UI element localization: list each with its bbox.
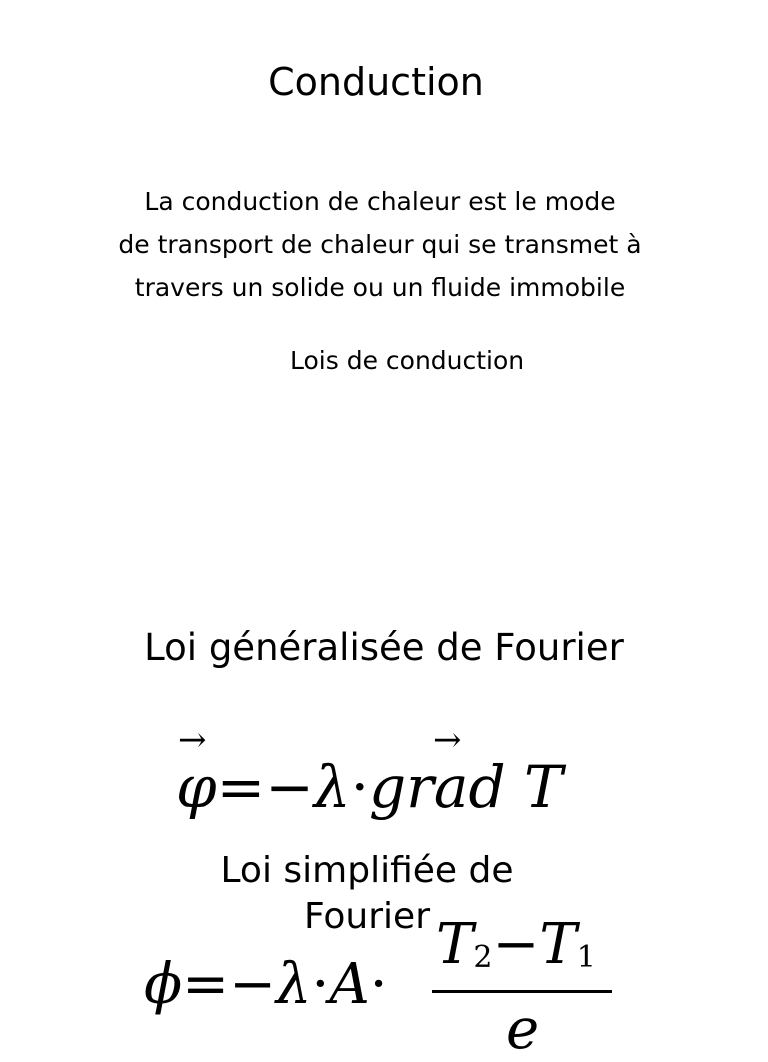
general-law-heading: Loi généralisée de Fourier xyxy=(144,626,624,669)
vector-arrow-icon: → xyxy=(178,720,207,760)
subscript-1: 1 xyxy=(576,940,596,975)
intro-line: de transport de chaleur qui se transmet à xyxy=(118,230,642,259)
intro-line: La conduction de chaleur est le mode xyxy=(144,187,616,216)
temperature-1-symbol: T xyxy=(539,912,577,977)
fraction-numerator xyxy=(436,912,596,991)
vector-arrow-icon: → xyxy=(433,720,462,760)
temperature-2-symbol: T xyxy=(436,912,474,977)
simplified-heading-line: Loi simplifiée de xyxy=(220,850,514,891)
area-symbol: A xyxy=(329,952,370,1017)
minus-sign: − xyxy=(492,912,540,977)
lambda-symbol: λ xyxy=(276,952,312,1017)
general-law-equation xyxy=(176,752,563,822)
lambda-symbol: λ xyxy=(313,753,351,821)
subscript-2: 2 xyxy=(473,940,493,975)
minus-sign: − xyxy=(265,753,314,821)
section-subtitle: Lois de conduction xyxy=(290,346,525,375)
flux-density-symbol: φ xyxy=(176,753,217,821)
simplified-law-heading xyxy=(0,848,734,940)
dot-operator: · xyxy=(350,753,370,821)
gradient-term: grad T xyxy=(369,753,563,821)
equals-sign: = xyxy=(216,753,266,821)
fraction-bar xyxy=(432,990,612,993)
intro-paragraph xyxy=(0,180,760,309)
simplified-heading-line: Fourier xyxy=(303,896,431,937)
fraction-denominator: e xyxy=(506,997,540,1062)
intro-line: travers un solide ou un fluide immobile xyxy=(134,273,626,302)
equals-sign: = xyxy=(182,952,230,1017)
page-title: Conduction xyxy=(268,60,484,104)
dot-operator: · xyxy=(369,952,388,1017)
minus-sign: − xyxy=(229,952,277,1017)
simplified-law-equation xyxy=(144,950,388,1020)
flux-symbol: ϕ xyxy=(144,952,183,1017)
dot-operator: · xyxy=(311,952,330,1017)
